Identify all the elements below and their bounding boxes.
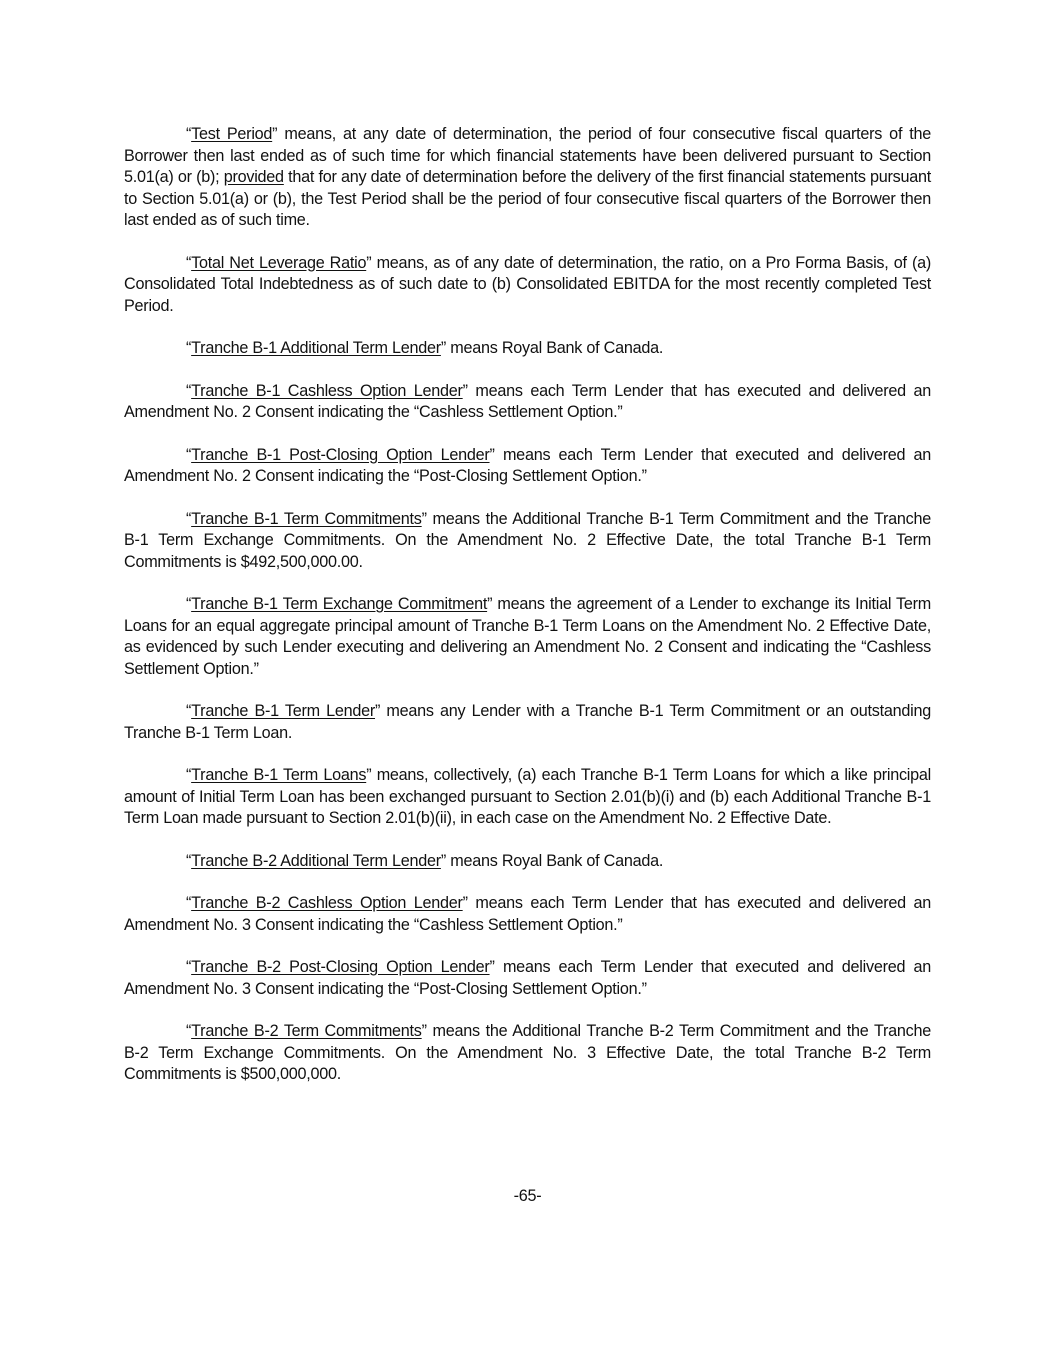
defined-term: Total Net Leverage Ratio xyxy=(191,253,367,272)
definition-tranche-b1-term-loans xyxy=(124,765,931,830)
defined-term: Tranche B-1 Term Loans xyxy=(191,766,367,784)
defined-term: Test Period xyxy=(191,125,273,143)
close-quote: ” xyxy=(440,851,447,870)
definition-tranche-b1-additional-term-lender xyxy=(124,338,931,360)
open-quote: “ xyxy=(186,445,192,464)
definition-text: means the agreement of a Lender to exchange its Initial Term Loans for an equal aggregate principal amount of Tranche B-1 Term Loans on the Amendment No. 2 Effective Date, as evidenced by such Lender executing and delivering an Amendment No. 2 Consent and indicating the “Cashless Settlement Option.” xyxy=(124,595,931,678)
definition-text: means Royal Bank of Canada. xyxy=(446,339,664,357)
definition-text: means Royal Bank of Canada. xyxy=(446,851,664,870)
open-quote: “ xyxy=(186,894,192,912)
definition-text: means, collectively, (a) each Tranche B-1 Term Loans for which a like principal amount of Initial Term Loan has been exchanged pursuant to Section 2.01(b)(i) and (b) each Additional Tranche B-1 Term Loan made pursuant to Section 2.01(b)(ii), in each case on the Amendment No. 2 Effective Date. xyxy=(124,766,931,827)
open-quote: “ xyxy=(186,851,192,870)
definition-text: means each Term Lender that executed and delivered an Amendment No. 3 Consent indicating the “Post-Closing Settlement Option.” xyxy=(124,958,931,998)
definition-tranche-b1-cashless-option-lender xyxy=(124,381,931,424)
definition-tranche-b1-term-exchange-commitment xyxy=(124,594,931,680)
defined-term: Tranche B-2 Cashless Option Lender xyxy=(191,894,463,912)
close-quote: ” xyxy=(375,702,381,720)
open-quote: “ xyxy=(186,1022,192,1040)
close-quote: ” xyxy=(489,445,495,464)
defined-term: Tranche B-2 Post-Closing Option Lender xyxy=(191,958,490,976)
document-page xyxy=(124,124,931,1107)
defined-term: Tranche B-1 Term Commitments xyxy=(191,509,422,528)
open-quote: “ xyxy=(186,125,192,143)
open-quote: “ xyxy=(186,958,192,976)
definition-tranche-b2-term-commitments xyxy=(124,1021,931,1086)
definition-text: means the Additional Tranche B-2 Term Commitment and the Tranche B-2 Term Exchange Commitments. On the Amendment No. 3 Effective Date, the total Tranche B-2 Term Commitments is $500,000,000. xyxy=(124,1022,931,1083)
definition-tranche-b1-post-closing-option-lender xyxy=(124,445,931,488)
definition-tranche-b1-term-commitments xyxy=(124,509,931,574)
definition-text: means any Lender with a Tranche B-1 Term Commitment or an outstanding Tranche B-1 Term Loan. xyxy=(124,702,931,742)
proviso-emphasis: provided xyxy=(223,168,284,186)
defined-term: Tranche B-2 Additional Term Lender xyxy=(191,851,441,870)
definition-text: means the Additional Tranche B-1 Term Commitment and the Tranche B-1 Term Exchange Commitments. On the Amendment No. 2 Effective Date, the total Tranche B-1 Term Commitments is $492,500,000.00. xyxy=(124,509,931,571)
close-quote: ” xyxy=(421,509,427,528)
open-quote: “ xyxy=(186,509,192,528)
close-quote: ” xyxy=(421,1022,427,1040)
definition-text: means each Term Lender that has executed and delivered an Amendment No. 3 Consent indicating the “Cashless Settlement Option.” xyxy=(124,894,931,934)
close-quote: ” xyxy=(366,253,372,272)
page-number: -65- xyxy=(513,1187,542,1205)
definition-tranche-b1-term-lender xyxy=(124,701,931,744)
close-quote: ” xyxy=(462,894,468,912)
defined-term: Tranche B-1 Term Lender xyxy=(191,702,376,720)
definition-text-continued: that for any date of determination before the delivery of the first financial statements pursuant to Section 5.01(a) or (b), the Test Period shall be the period of four consecutive fiscal quarters of the Borrower then last ended as of such time. xyxy=(124,168,931,229)
close-quote: ” xyxy=(440,339,447,357)
close-quote: ” xyxy=(487,595,493,613)
close-quote: ” xyxy=(272,125,278,143)
close-quote: ” xyxy=(489,958,495,976)
definition-tranche-b2-additional-term-lender xyxy=(124,851,931,873)
definition-tranche-b2-post-closing-option-lender xyxy=(124,957,931,1000)
definition-text: means each Term Lender that executed and delivered an Amendment No. 2 Consent indicating the “Post-Closing Settlement Option.” xyxy=(124,445,931,485)
defined-term: Tranche B-1 Additional Term Lender xyxy=(191,339,441,357)
open-quote: “ xyxy=(186,766,192,784)
definition-tranche-b2-cashless-option-lender xyxy=(124,893,931,936)
defined-term: Tranche B-1 Post-Closing Option Lender xyxy=(191,445,490,464)
defined-term: Tranche B-1 Term Exchange Commitment xyxy=(191,595,488,613)
definition-text: means each Term Lender that has executed and delivered an Amendment No. 2 Consent indicating the “Cashless Settlement Option.” xyxy=(124,381,931,421)
definition-text: means, as of any date of determination, the ratio, on a Pro Forma Basis, of (a) Consolidated Total Indebtedness as of such date to (b) Consolidated EBITDA for the most recently completed Test Period. xyxy=(124,253,931,315)
open-quote: “ xyxy=(186,253,192,272)
definition-test-period xyxy=(124,124,931,232)
definition-text: means, at any date of determination, the period of four consecutive fiscal quarters of the Borrower then last ended as of such time for which financial statements have been delivered pursuant to Section 5.01(a) or (b); xyxy=(124,125,931,186)
close-quote: ” xyxy=(366,766,372,784)
open-quote: “ xyxy=(186,702,192,720)
definition-total-net-leverage-ratio xyxy=(124,253,931,318)
open-quote: “ xyxy=(186,381,192,400)
close-quote: ” xyxy=(462,381,468,400)
open-quote: “ xyxy=(186,595,192,613)
defined-term: Tranche B-1 Cashless Option Lender xyxy=(191,381,463,400)
defined-term: Tranche B-2 Term Commitments xyxy=(191,1022,422,1040)
open-quote: “ xyxy=(186,339,192,357)
